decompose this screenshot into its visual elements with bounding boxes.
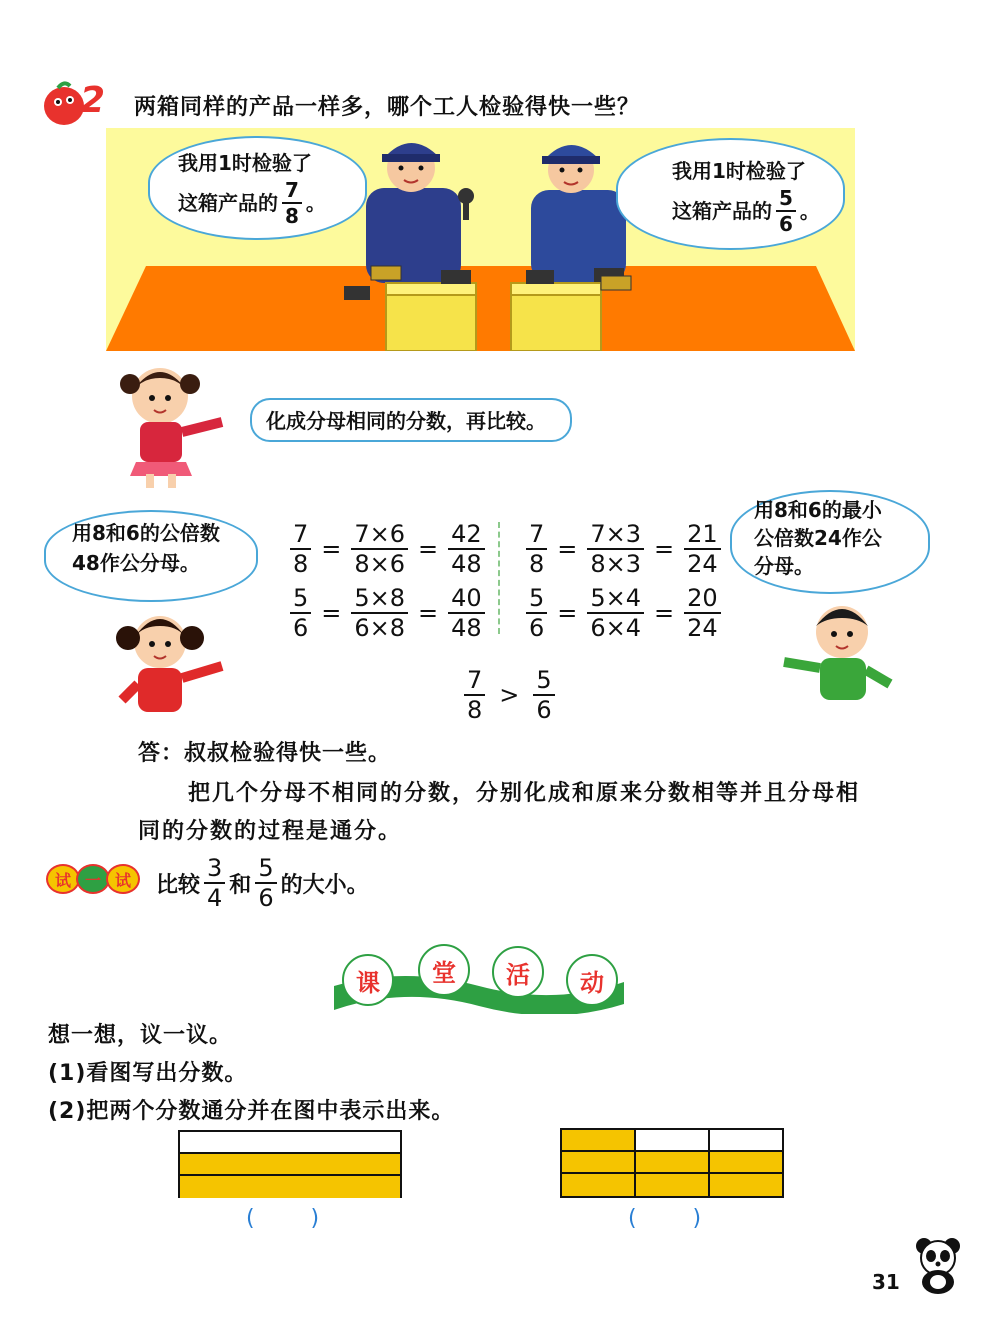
left-method-line1: 用8和6的公倍数	[72, 521, 220, 545]
fraction-numerator: 5	[776, 188, 796, 212]
equals-sign: =	[321, 535, 342, 563]
activity-item2: (2)把两个分数通分并在图中表示出来。	[48, 1099, 455, 1124]
problem-number-badge	[36, 80, 112, 128]
fraction-denominator: 6	[258, 884, 274, 912]
fraction	[464, 668, 485, 722]
fraction-numerator: 5×8	[351, 586, 408, 614]
girl-illustration-left	[110, 608, 230, 718]
try-prefix: 比较	[156, 872, 201, 898]
left-bubble-line1: 我用1时检验了	[178, 151, 312, 175]
fraction	[351, 586, 408, 640]
try-mid: 和	[229, 872, 252, 898]
activity-item1: (1)看图写出分数。	[48, 1061, 248, 1086]
equation-right-1	[522, 522, 725, 576]
fraction-numerator: 21	[684, 522, 721, 550]
fraction-bar-left	[178, 1130, 402, 1198]
boy-illustration-right	[780, 596, 900, 706]
workers-scene	[106, 128, 855, 351]
fraction-denominator: 8×6	[354, 550, 406, 578]
fraction	[587, 522, 644, 576]
comparison	[460, 668, 559, 722]
right-method-text	[754, 496, 882, 580]
activity-banner	[334, 944, 624, 1014]
greater-than-sign: >	[499, 681, 520, 709]
try-it-text	[156, 856, 369, 910]
fraction-denominator: 6	[536, 696, 552, 724]
problem-question: 两箱同样的产品一样多，哪个工人检验得快一些？	[134, 95, 641, 120]
left-worker-bubble-text	[178, 146, 326, 226]
fraction-denominator: 8	[293, 550, 309, 578]
fraction-denominator: 48	[451, 614, 482, 642]
equals-sign: =	[557, 599, 578, 627]
try-suffix: 的大小。	[280, 872, 369, 898]
fraction-numerator: 7	[282, 180, 302, 204]
fraction-denominator: 6	[529, 614, 545, 642]
equals-sign: =	[557, 535, 578, 563]
left-bubble-suffix: 。	[305, 191, 326, 215]
fraction	[448, 522, 485, 576]
fraction-denominator: 8	[529, 550, 545, 578]
fraction-numerator: 5	[533, 668, 554, 696]
fraction	[255, 856, 276, 910]
fraction-denominator: 48	[451, 550, 482, 578]
right-worker-bubble-text	[672, 154, 820, 234]
fraction-numerator: 7×6	[351, 522, 408, 550]
fraction-numerator: 7	[526, 522, 547, 550]
fraction-denominator: 6×4	[590, 614, 642, 642]
fraction	[290, 522, 311, 576]
right-bubble-line1: 我用1时检验了	[672, 159, 806, 183]
activity-title-char: 课	[342, 954, 394, 1006]
problem-number: 2	[80, 80, 106, 121]
definition-line2: 同的分数的过程是通分。	[138, 819, 403, 844]
bar-col	[636, 1130, 710, 1196]
left-bubble-line2: 这箱产品的	[178, 191, 278, 215]
answer-blank-right[interactable]: ( )	[628, 1206, 702, 1231]
fraction-numerator: 7	[290, 522, 311, 550]
fraction-bar-right	[560, 1128, 784, 1198]
fraction-numerator: 5×4	[587, 586, 644, 614]
right-method-line3: 分母。	[754, 554, 814, 578]
left-method-line2: 48作公分母。	[72, 551, 200, 575]
fraction-numerator: 5	[526, 586, 547, 614]
girl-illustration-top	[112, 362, 232, 490]
right-bubble-fraction	[776, 188, 796, 234]
answer-text: 答：叔叔检验得快一些。	[138, 741, 392, 766]
try-badge-char: 试	[46, 864, 80, 894]
right-bubble-suffix: 。	[799, 199, 820, 223]
fraction	[526, 586, 547, 640]
equation-left-2	[286, 586, 489, 640]
fraction	[204, 856, 225, 910]
page-number: 31	[872, 1270, 900, 1294]
fraction	[290, 586, 311, 640]
equals-sign: =	[321, 599, 342, 627]
bar-row	[180, 1132, 400, 1154]
fraction-numerator: 40	[448, 586, 485, 614]
bar-col	[562, 1130, 636, 1196]
fraction-denominator: 6	[779, 212, 793, 236]
try-badge-char: 试	[106, 864, 140, 894]
fraction-denominator: 6	[293, 614, 309, 642]
fraction-numerator: 5	[255, 856, 276, 884]
equation-divider	[498, 522, 500, 634]
right-bubble-line2: 这箱产品的	[672, 199, 772, 223]
fraction-denominator: 24	[687, 550, 718, 578]
activity-title-char: 活	[492, 946, 544, 998]
left-bubble-fraction	[282, 180, 302, 226]
fraction-numerator: 7×3	[587, 522, 644, 550]
definition-line1: 把几个分母不相同的分数，分别化成和原来分数相等并且分母相	[188, 781, 861, 806]
fraction-denominator: 8	[467, 696, 483, 724]
bar-row-shaded	[180, 1176, 400, 1198]
fraction-numerator: 20	[684, 586, 721, 614]
activity-title-char: 堂	[418, 944, 470, 996]
fraction-denominator: 24	[687, 614, 718, 642]
left-method-text	[72, 518, 220, 578]
fraction	[351, 522, 408, 576]
fraction-denominator: 4	[207, 884, 223, 912]
fraction-numerator: 5	[290, 586, 311, 614]
equals-sign: =	[654, 535, 675, 563]
try-it-badge	[46, 864, 140, 894]
fraction	[526, 522, 547, 576]
try-badge-char: 一	[76, 864, 110, 894]
fraction	[684, 586, 721, 640]
bar-row-shaded	[180, 1154, 400, 1176]
right-method-line1: 用8和6的最小	[754, 498, 882, 522]
fraction-numerator: 42	[448, 522, 485, 550]
fraction	[448, 586, 485, 640]
equals-sign: =	[654, 599, 675, 627]
fraction	[684, 522, 721, 576]
fraction-numerator: 3	[204, 856, 225, 884]
activity-title-char: 动	[566, 954, 618, 1006]
equation-right-2	[522, 586, 725, 640]
equation-left-1	[286, 522, 489, 576]
activity-intro: 想一想，议一议。	[48, 1023, 233, 1048]
fraction	[587, 586, 644, 640]
fraction-denominator: 8×3	[590, 550, 642, 578]
panda-icon	[910, 1236, 966, 1296]
right-method-line2: 公倍数24作公	[754, 526, 882, 550]
fraction-denominator: 8	[285, 204, 299, 228]
equals-sign: =	[418, 599, 439, 627]
fraction-numerator: 7	[464, 668, 485, 696]
girl-hint-text: 化成分母相同的分数，再比较。	[266, 409, 546, 433]
fraction	[533, 668, 554, 722]
fraction-denominator: 6×8	[354, 614, 406, 642]
answer-blank-left[interactable]: ( )	[246, 1206, 320, 1231]
equals-sign: =	[418, 535, 439, 563]
